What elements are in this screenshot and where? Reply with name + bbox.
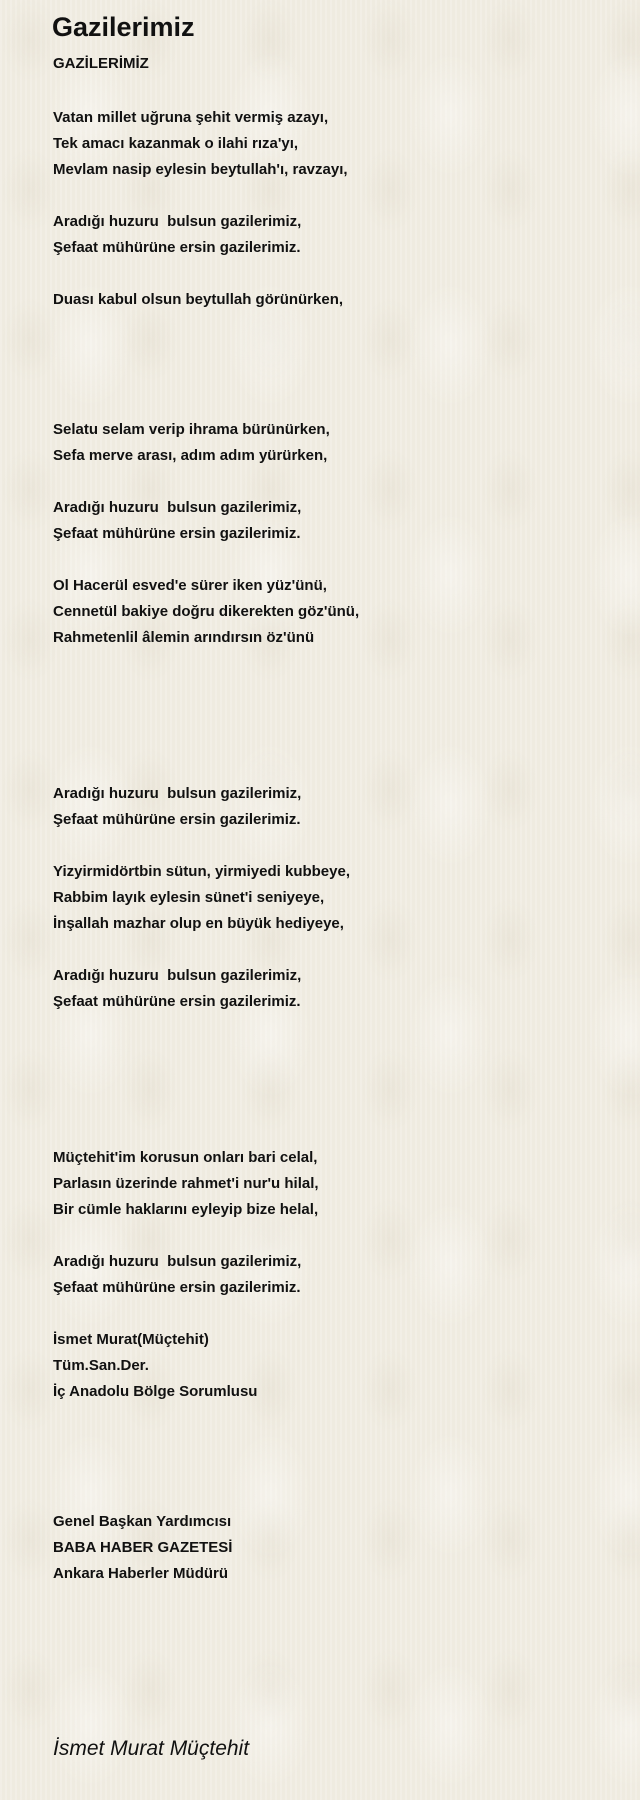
- poem-line: Cennetül bakiye doğru dikerekten göz'ünü,: [53, 603, 360, 620]
- poem-line: İç Anadolu Bölge Sorumlusu: [53, 1383, 258, 1400]
- blank-line: [53, 755, 359, 781]
- poem-line: İnşallah mazhar olup en büyük hediyeye,: [53, 915, 344, 932]
- poem-line: Sefa merve arası, adım adım yürürken,: [53, 447, 328, 464]
- blank-line: [53, 1015, 359, 1041]
- blank-line: [53, 1405, 359, 1431]
- blank-line: [53, 677, 359, 703]
- poem-line: BABA HABER GAZETESİ: [53, 1539, 233, 1556]
- blank-line: [53, 1457, 359, 1483]
- author-signature: İsmet Murat Müçtehit: [53, 1737, 250, 1760]
- blank-line: [53, 937, 359, 963]
- poem-line: Vatan millet uğruna şehit vermiş azayı,: [53, 109, 329, 126]
- blank-line: [53, 313, 359, 339]
- poem-line: Rahmetenlil âlemin arındırsın öz'ünü: [53, 629, 315, 646]
- poem-line: Tüm.San.Der.: [53, 1357, 149, 1374]
- blank-line: [53, 1483, 359, 1509]
- poem-line: Mevlam nasip eylesin beytullah'ı, ravzayı,: [53, 161, 348, 178]
- blank-line: [53, 1431, 359, 1457]
- blank-line: [53, 1093, 359, 1119]
- blank-line: [53, 833, 359, 859]
- poem-line: İsmet Murat(Müçtehit): [53, 1331, 209, 1348]
- poem-line: Tek amacı kazanmak o ilahi rıza'yı,: [53, 135, 299, 152]
- blank-line: [53, 703, 359, 729]
- blank-line: [53, 1301, 359, 1327]
- poem-line: Şefaat mühürüne ersin gazilerimiz.: [53, 1279, 301, 1296]
- poem-line: Aradığı huzuru bulsun gazilerimiz,: [53, 1253, 302, 1270]
- blank-line: [53, 391, 359, 417]
- poem-line: Parlasın üzerinde rahmet'i nur'u hilal,: [53, 1175, 319, 1192]
- blank-line: [53, 729, 359, 755]
- poem-line: Şefaat mühürüne ersin gazilerimiz.: [53, 811, 301, 828]
- poem-line: Şefaat mühürüne ersin gazilerimiz.: [53, 993, 301, 1010]
- blank-line: [53, 1041, 359, 1067]
- poem-line: Bir cümle haklarını eyleyip bize helal,: [53, 1201, 319, 1218]
- blank-line: [53, 547, 359, 573]
- blank-line: [53, 469, 359, 495]
- poem-line: Şefaat mühürüne ersin gazilerimiz.: [53, 239, 301, 256]
- poem-line: Aradığı huzuru bulsun gazilerimiz,: [53, 499, 302, 516]
- poem-line: Ol Hacerül esved'e sürer iken yüz'ünü,: [53, 577, 327, 594]
- blank-line: [53, 1067, 359, 1093]
- blank-line: [53, 183, 359, 209]
- poem-line: Yizyirmidörtbin sütun, yirmiyedi kubbeye,: [53, 863, 351, 880]
- poem-body: [53, 105, 359, 1587]
- poem-line: Selatu selam verip ihrama bürünürken,: [53, 421, 330, 438]
- page-title: Gazilerimiz: [52, 12, 195, 42]
- poem-line: Genel Başkan Yardımcısı: [53, 1513, 232, 1530]
- poem-title: GAZİLERİMİZ: [53, 55, 149, 72]
- poem-line: Rabbim layık eylesin sünet'i seniyeye,: [53, 889, 325, 906]
- blank-line: [53, 651, 359, 677]
- blank-line: [53, 339, 359, 365]
- blank-line: [53, 1223, 359, 1249]
- poem-line: Aradığı huzuru bulsun gazilerimiz,: [53, 785, 302, 802]
- blank-line: [53, 365, 359, 391]
- blank-line: [53, 261, 359, 287]
- poem-line: Aradığı huzuru bulsun gazilerimiz,: [53, 213, 302, 230]
- poem-line: Müçtehit'im korusun onları bari celal,: [53, 1149, 318, 1166]
- poem-line: Duası kabul olsun beytullah görünürken,: [53, 291, 344, 308]
- blank-line: [53, 1119, 359, 1145]
- poem-line: Aradığı huzuru bulsun gazilerimiz,: [53, 967, 302, 984]
- poem-line: Ankara Haberler Müdürü: [53, 1565, 229, 1582]
- poem-line: Şefaat mühürüne ersin gazilerimiz.: [53, 525, 301, 542]
